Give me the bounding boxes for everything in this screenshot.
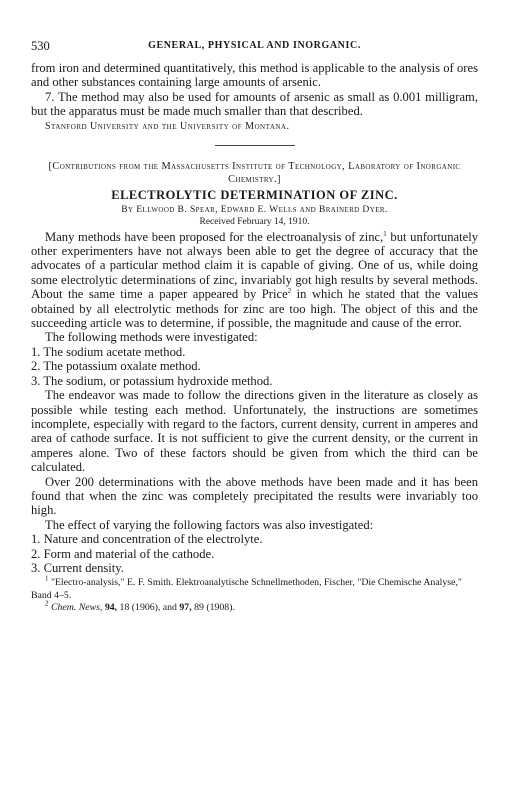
method-item: 1. The sodium acetate method.	[31, 344, 186, 359]
method-item: 3. The sodium, or potassium hydroxide method.	[31, 373, 273, 388]
journal-page	[31, 39, 478, 615]
results-paragraph: Over 200 determinations with the above methods have been made and it has been found that when the zinc was completely precipitated the results were invariably too high.	[31, 474, 478, 518]
article-title: ELECTROLYTIC DETERMINATION OF ZINC.	[111, 187, 398, 202]
intro-text-c: in which he stated that the values obtained by all electrolytic methods for zinc are too high. The object of this and the succeeding article was to determine, if possible, the magnitude and cause of the error.	[31, 287, 478, 331]
conclusion-item-7: 7. The method may also be used for amounts of arsenic as small as 0.001 milligram, but the apparatus must be made much smaller than that described.	[31, 89, 478, 119]
continued-paragraph: from iron and determined quantitatively, this method is applicable to the analysis of ores and other substances containing large amounts of arsenic.	[31, 61, 478, 90]
footnote-2-number: 2	[45, 600, 49, 609]
footnote-2-end: 89 (1908).	[191, 602, 235, 614]
intro-text-a: Many methods have been proposed for the electroanalysis of zinc,	[45, 229, 384, 244]
intro-paragraph	[31, 230, 478, 331]
footnote-2-volume-b: 97,	[176, 602, 192, 614]
footnote-2-volume-a: 94,	[102, 602, 118, 614]
running-head: GENERAL, PHYSICAL AND INORGANIC.	[148, 40, 361, 51]
methods-intro: The following methods were investigated:	[45, 330, 258, 345]
footnote-ref-1: 1	[383, 229, 387, 238]
contribution-note: [Contributions from the Massachusetts Institute of Technology, Laboratory of Inorganic Chemistry.]	[48, 160, 461, 185]
factor-item: 3. Current density.	[31, 560, 124, 575]
received-date: Received February 14, 1910.	[199, 216, 310, 227]
page-header	[31, 39, 478, 61]
footnote-1-text: "Electro-analysis," E. F. Smith. Elektroanalytische Schnellmethoden, Fischer, "Die Chemische Analyse," Band 4–5.	[31, 577, 462, 601]
endeavor-paragraph: The endeavor was made to follow the directions given in the literature as closely as possible while testing each method. Unfortunately, the instructions are sometimes incomplete, especially with regard to the factors, current density, current in amperes and area of cathode surface. It is not sufficient to give the current density, or the current in amperes alone. Two of these factors should be given from which the third can be calculated.	[31, 388, 478, 475]
footnote-1	[31, 577, 478, 602]
footnote-2	[31, 602, 478, 615]
footnote-1-number: 1	[45, 575, 49, 584]
factor-item: 2. Form and material of the cathode.	[31, 546, 215, 561]
footnote-2-middle: 18 (1906), and	[117, 602, 177, 614]
footnote-2-journal: Chem. News,	[50, 602, 103, 614]
method-item: 2. The potassium oxalate method.	[31, 359, 201, 374]
article-authors: By Ellwood B. Spear, Edward E. Wells and Brainerd Dyer.	[121, 203, 388, 215]
section-divider	[215, 145, 295, 146]
footnote-ref-2: 2	[287, 287, 292, 296]
factors-intro: The effect of varying the following factors was also investigated:	[45, 517, 374, 532]
affiliation: Stanford University and the University of Montana.	[45, 120, 290, 132]
factor-item: 1. Nature and concentration of the electrolyte.	[31, 532, 263, 547]
intro-text-b: but unfortunately other experimenters have not always been able to get the degree of accuracy that the advocates of a particular method claim it is capable of giving. One of us, while doing some electrolytic determinations of zinc, invariably got high results by several methods. About the same time a paper appeared by Price	[31, 229, 478, 302]
page-number: 530	[31, 39, 50, 53]
